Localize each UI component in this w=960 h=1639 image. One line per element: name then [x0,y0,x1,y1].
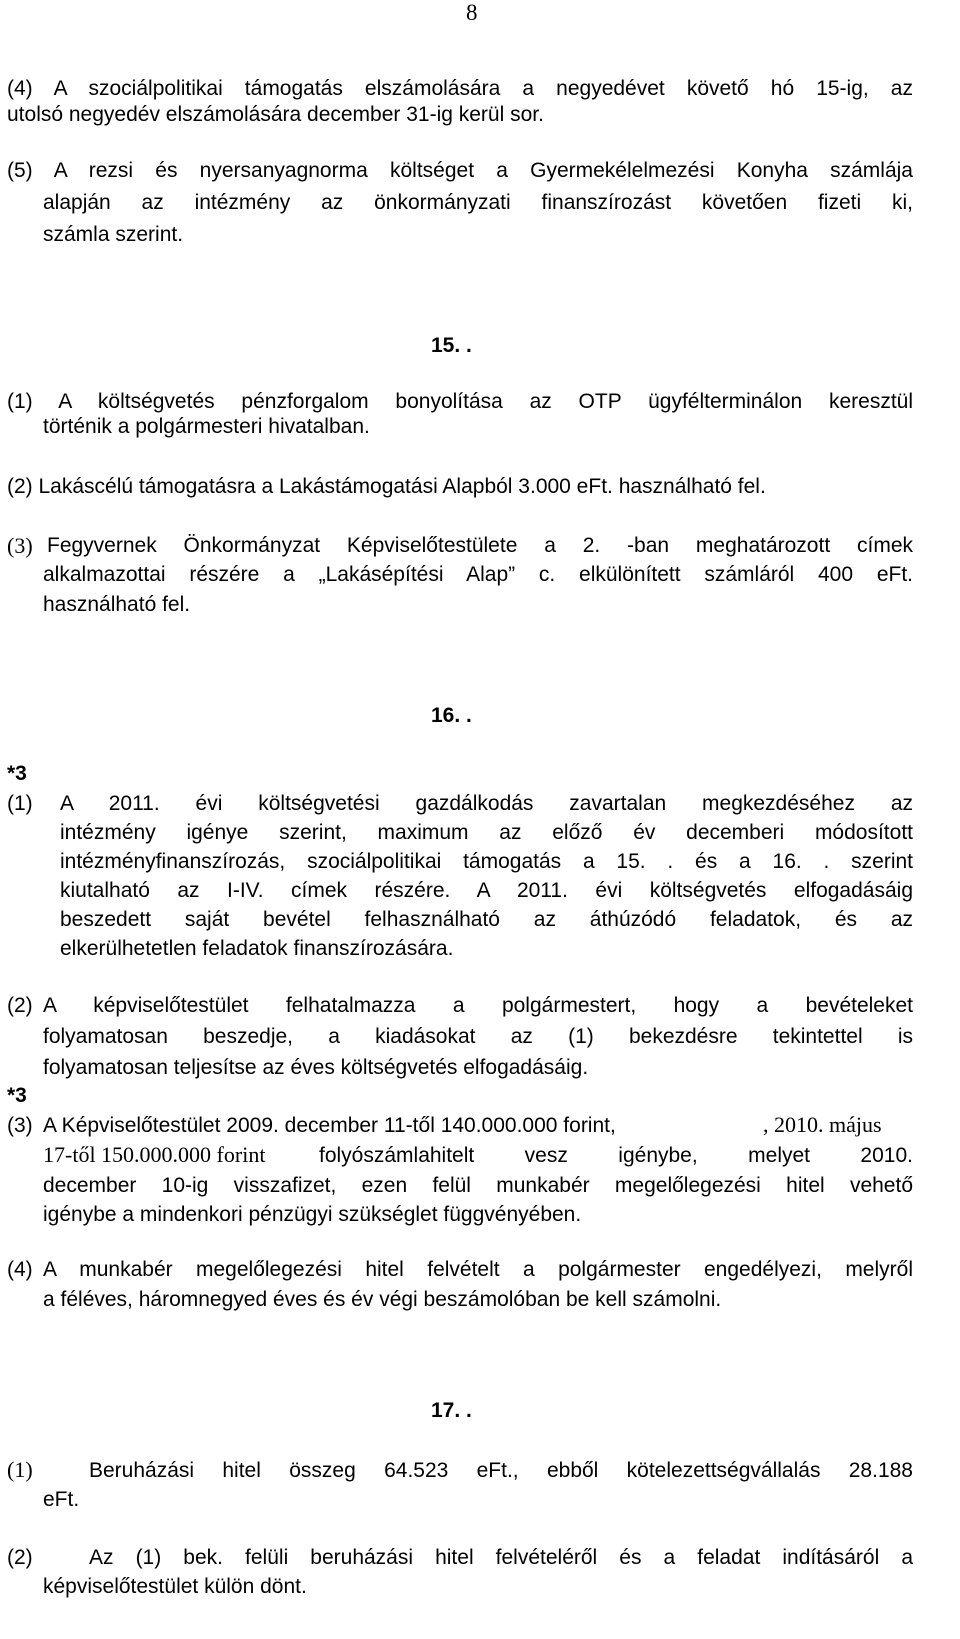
section-16-para-2-line-2: folyamatosan beszedje, a kiadásokat az (1) bekezdésre tekintettel is [43,1025,913,1048]
section-16-para-1-line-2: intézmény igénye szerint, maximum az előző év decemberi módosított [60,821,913,844]
section-15-para-3-number: (3) [7,533,33,558]
section-16-para-1-line-6: elkerülhetetlen feladatok finanszírozására. [60,937,454,960]
section-16-para-3-line-1a: A Képviselőtestület 2009. december 11-től 140.000.000 forint, [43,1114,616,1137]
amendment-marker: *3 [7,1084,27,1107]
section-17-para-1-line-2: eFt. [43,1488,80,1511]
section-16-para-3-line-4: igénybe a mindenkori pénzügyi szükséglet függvényében. [43,1203,582,1226]
section-17-para-2-line-1: Az (1) bek. felüli beruházási hitel felvételéről és a feladat indításáról a [89,1546,913,1569]
page-number: 8 [466,0,478,25]
section-16-para-1-line-3: intézményfinanszírozás, szociálpolitikai támogatás a 15. . és a 16. . szerint [60,850,913,873]
amendment-marker: *3 [7,762,27,785]
section-16-para-2-number: (2) [7,994,33,1017]
section-15-para-1-line-2: történik a polgármesteri hivatalban. [43,415,370,438]
section-15-para-3-line-2: alkalmazottai részére a „Lakásépítési Alap” c. elkülönített számláról 400 eFt. [43,563,913,586]
section-16-para-1-line-5: beszedett saját bevétel felhasználható az áthúzódó feladatok, és az [60,908,913,931]
section-15-para-3-line-3: használható fel. [43,593,191,616]
section-16-para-3-line-1b: , 2010. május [763,1112,882,1137]
section-17-para-1-number: (1) [7,1457,33,1482]
section-16-para-4-line-1: A munkabér megelőlegezési hitel felvételt a polgármester engedélyezi, melyről [43,1258,913,1281]
section-15-para-2: (2) Lakáscélú támogatásra a Lakástámogatási Alapból 3.000 eFt. használható fel. [7,475,766,498]
section-16-para-2-line-3: folyamatosan teljesítse az éves költségvetés elfogadásáig. [43,1056,589,1079]
paragraph-5-line-2: alapján az intézmény az önkormányzati finanszírozást követően fizeti ki, [43,191,913,214]
section-15-para-1-line-1: (1) A költségvetés pénzforgalom bonyolítása az OTP ügyfélterminálon keresztül [7,390,913,413]
paragraph-4-line-1: (4) A szociálpolitikai támogatás elszámolására a negyedévet követő hó 15-ig, az [7,77,913,100]
section-16-para-3-line-2a: 17-től 150.000.000 forint [43,1142,266,1167]
paragraph-4-line-2: utolsó negyedév elszámolására december 31-ig kerül sor. [7,103,544,126]
section-heading-15: 15. . [431,334,472,357]
section-16-para-3-line-2b: folyószámlahitelt vesz igénybe, melyet 2010. [319,1144,913,1167]
section-16-para-3-line-3: december 10-ig visszafizet, ezen felül munkabér megelőlegezési hitel vehető [43,1174,913,1197]
section-17-para-2-number: (2) [7,1546,33,1569]
section-heading-17: 17. . [431,1399,472,1422]
section-17-para-2-line-2: képviselőtestület külön dönt. [43,1575,307,1598]
paragraph-5-line-1: (5) A rezsi és nyersanyagnorma költséget a Gyermekélelmezési Konyha számlája [7,159,913,182]
section-16-para-1-line-1: A 2011. évi költségvetési gazdálkodás zavartalan megkezdéséhez az [60,792,913,815]
section-16-para-1-line-4: kiutalható az I-IV. címek részére. A 2011. évi költségvetés elfogadásáig [60,879,913,902]
section-heading-16: 16. . [431,704,472,727]
paragraph-5-line-3: számla szerint. [43,223,184,246]
section-16-para-2-line-1: A képviselőtestület felhatalmazza a polgármestert, hogy a bevételeket [43,994,913,1017]
section-16-para-1-number: (1) [7,792,33,815]
section-16-para-4-number: (4) [7,1258,33,1281]
section-16-para-4-line-2: a féléves, háromnegyed éves és év végi beszámolóban be kell számolni. [43,1288,722,1311]
section-17-para-1-line-1: Beruházási hitel összeg 64.523 eFt., ebből kötelezettségvállalás 28.188 [89,1459,913,1482]
section-16-para-3-number: (3) [7,1114,33,1137]
section-15-para-3-line-1: Fegyvernek Önkormányzat Képviselőtestülete a 2. -ban meghatározott címek [47,534,913,557]
